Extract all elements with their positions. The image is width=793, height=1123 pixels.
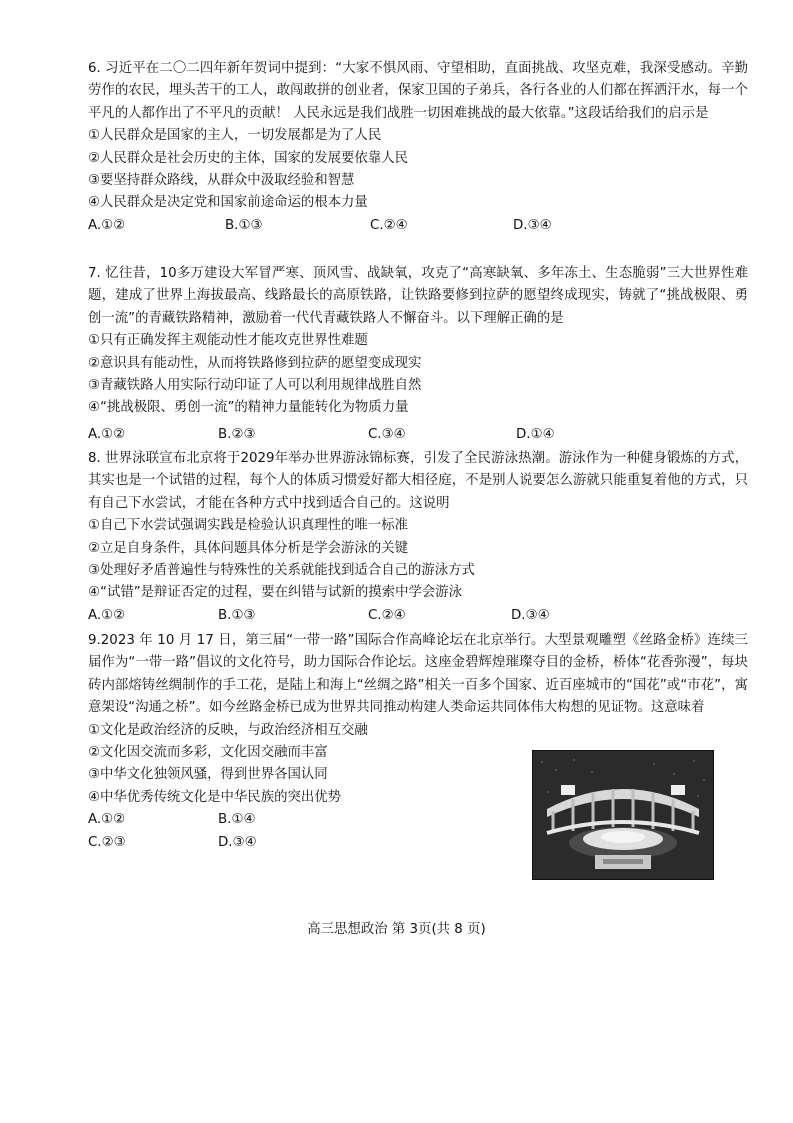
question-8-choice-c: C.②④ xyxy=(368,607,406,623)
question-8-choices xyxy=(88,605,748,627)
question-7-choice-c: C.③④ xyxy=(368,426,406,442)
question-9-choices-row-1 xyxy=(88,809,518,831)
question-9-option-3: ③中华文化独领风骚，得到世界各国认同 xyxy=(88,767,328,783)
question-7-option-4: ④“挑战极限、勇创一流”的精神力量能转化为物质力量 xyxy=(88,400,409,416)
question-9-stem: 9.2023 年 10 月 17 日，第三届“一带一路”国际合作高峰论坛在北京举行。大型景观雕塑《丝路金桥》连续三届作为“一带一路”倡议的文化符号，助力国际合作论坛。这座金碧辉煌璀璨夺目的金桥，桥体“花香弥漫”，每块砖内部熔铸丝绸制作的手工花，是陆上和海上“丝绸之路”相关一百多个国家、近百座城市的“国花”或“市花”，寓意架设“沟通之桥”。如今丝路金桥已成为世界共同推动构建人类命运共同体伟大构想的见证物。这意味着 xyxy=(88,633,748,716)
question-8 xyxy=(88,448,748,627)
question-8-option-1: ①自己下水尝试强调实践是检验认识真理性的唯一标准 xyxy=(88,518,408,534)
question-6-choice-b: B.①③ xyxy=(225,217,263,233)
question-6-stem: 6. 习近平在二〇二四年新年贺词中提到：“大家不惧风雨、守望相助，直面挑战、攻坚克难，我深受感动。辛勤劳作的农民，埋头苦干的工人，敢闯敢拼的创业者，保家卫国的子弟兵，各行各业的人们都在挥洒汗水，每一个平凡的人都作出了不平凡的贡献！ 人民永远是我们战胜一切困难挑战的最大依靠。”这段话给我们的启示是 xyxy=(88,61,748,121)
question-8-choice-b: B.①③ xyxy=(218,607,256,623)
question-9-options xyxy=(88,720,518,854)
question-7-option-2: ②意识具有能动性，从而将铁路修到拉萨的愿望变成现实 xyxy=(88,355,422,371)
question-7-choices xyxy=(88,424,748,446)
question-7-choice-b: B.②③ xyxy=(218,426,256,442)
question-9-choice-c: C.②③ xyxy=(88,834,126,850)
question-7 xyxy=(88,263,748,446)
question-6-option-1: ①人民群众是国家的主人，一切发展都是为了人民 xyxy=(88,128,382,144)
bridge-sculpture-image xyxy=(533,751,713,879)
question-8-option-3: ③处理好矛盾普遍性与特殊性的关系就能找到适合自己的游泳方式 xyxy=(88,563,475,579)
question-6-choice-d: D.③④ xyxy=(513,217,552,233)
question-8-stem: 8. 世界泳联宣布北京将于2029年举办世界游泳锦标赛，引发了全民游泳热潮。游泳作为一种健身锻炼的方式，其实也是一个试错的过程，每个人的体质习惯爱好都大相径庭，不是别人说要怎么游就只能重复着他的方式，只有自己下水尝试，才能在各种方式中找到适合自己的。这说明 xyxy=(88,451,748,511)
question-6 xyxy=(88,58,748,237)
question-8-choice-d: D.③④ xyxy=(511,607,550,623)
question-9-option-2: ②文化因交流而多彩，文化因交融而丰富 xyxy=(88,745,328,761)
question-9-choices-row-2 xyxy=(88,832,518,854)
question-9-option-1: ①文化是政治经济的反映，与政治经济相互交融 xyxy=(88,722,368,738)
question-8-option-4: ④“试错”是辩证否定的过程，要在纠错与试新的摸索中学会游泳 xyxy=(88,585,463,601)
question-6-option-3: ③要坚持群众路线，从群众中汲取经验和智慧 xyxy=(88,173,355,189)
question-9-choice-d: D.③④ xyxy=(218,834,257,850)
question-8-option-2: ②立足自身条件，具体问题具体分析是学会游泳的关键 xyxy=(88,540,408,556)
question-8-choice-a: A.①② xyxy=(88,607,126,623)
question-6-choices xyxy=(88,215,748,237)
question-9-option-4: ④中华优秀传统文化是中华民族的突出优势 xyxy=(88,789,342,805)
question-9-choice-b: B.①④ xyxy=(218,812,256,828)
question-6-option-2: ②人民群众是社会历史的主体，国家的发展要依靠人民 xyxy=(88,150,408,166)
question-6-option-4: ④人民群众是决定党和国家前途命运的根本力量 xyxy=(88,195,368,211)
question-9-choice-a: A.①② xyxy=(88,812,126,828)
question-7-option-3: ③青藏铁路人用实际行动印证了人可以利用规律战胜自然 xyxy=(88,378,422,394)
question-7-stem: 7. 忆往昔，10多万建设大军冒严寒、顶风雪、战缺氧，攻克了“高寒缺氧、多年冻土、生态脆弱”三大世界性难题，建成了世界上海拔最高、线路最长的高原铁路，让铁路要修到拉萨的愿望终成现实，铸就了“挑战极限、勇创一流”的青藏铁路精神，激励着一代代青藏铁路人不懈奋斗。以下理解正确的是 xyxy=(88,266,748,326)
golden-bridge-sculpture-photo xyxy=(532,750,714,880)
question-7-choice-d: D.①④ xyxy=(516,426,555,442)
question-7-choice-a: A.①② xyxy=(88,426,126,442)
question-6-choice-c: C.②④ xyxy=(370,217,408,233)
question-6-choice-a: A.①② xyxy=(88,217,126,233)
page-footer: 高三思想政治 第 3页(共 8 页) xyxy=(307,922,486,937)
question-7-option-1: ①只有正确发挥主观能动性才能攻克世界性难题 xyxy=(88,333,368,349)
